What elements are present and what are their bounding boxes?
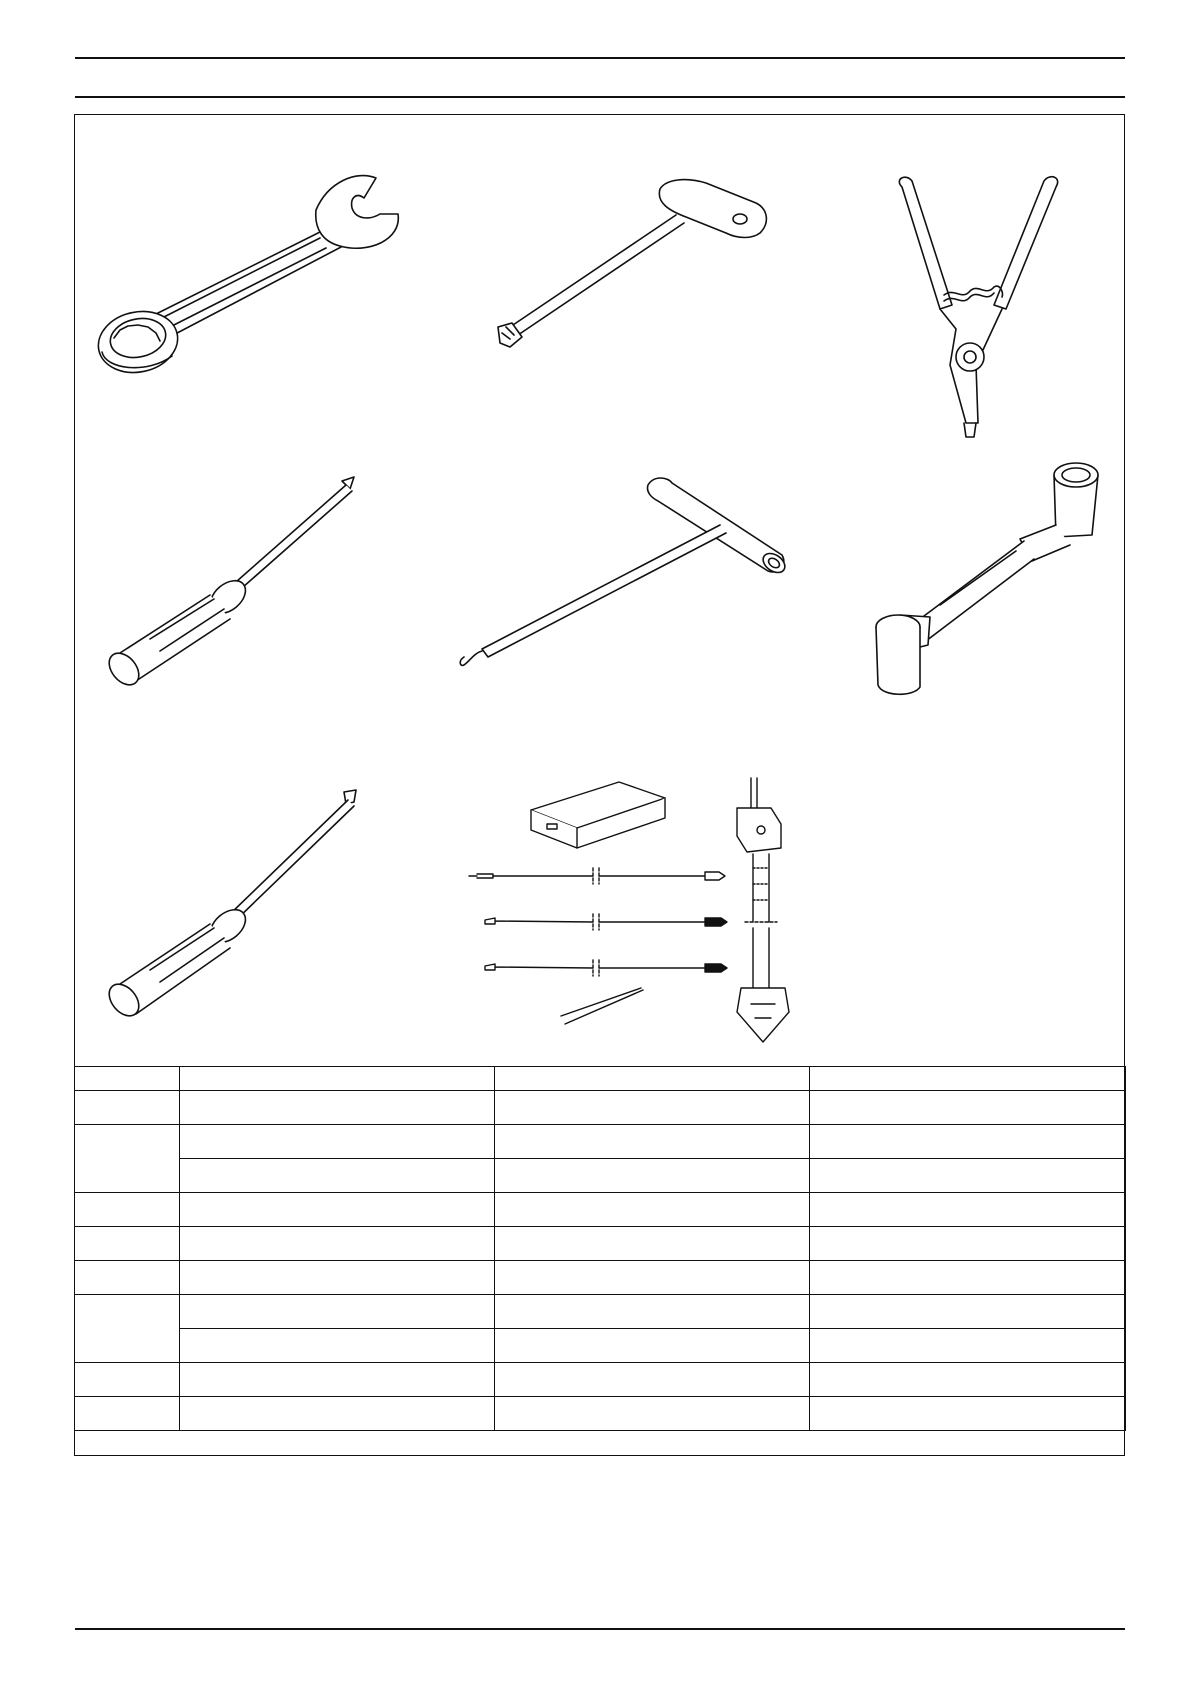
table-cell bbox=[810, 1067, 1126, 1091]
hook-tool-icon bbox=[458, 475, 788, 670]
table-cell bbox=[810, 1125, 1126, 1159]
table-cell bbox=[180, 1067, 495, 1091]
table-row bbox=[75, 1227, 1126, 1261]
table-cell bbox=[180, 1397, 495, 1431]
flat-screwdriver-icon bbox=[110, 788, 360, 1023]
table-row bbox=[75, 1193, 1126, 1227]
footer-rule bbox=[75, 1628, 1125, 1630]
table-row bbox=[75, 1261, 1126, 1295]
table-cell bbox=[75, 1227, 180, 1261]
table-cell bbox=[180, 1261, 495, 1295]
table-cell bbox=[180, 1091, 495, 1125]
table-cell bbox=[495, 1125, 810, 1159]
table-row bbox=[75, 1295, 1126, 1329]
table-cell bbox=[180, 1227, 495, 1261]
table-row bbox=[75, 1363, 1126, 1397]
table-cell bbox=[180, 1295, 495, 1329]
table-row bbox=[75, 1067, 1126, 1091]
table-cell bbox=[495, 1397, 810, 1431]
table-cell bbox=[810, 1397, 1126, 1431]
header-rule-bottom bbox=[75, 96, 1125, 98]
table-cell bbox=[75, 1363, 180, 1397]
table-cell bbox=[810, 1295, 1126, 1329]
table-row bbox=[75, 1329, 1126, 1363]
t-handle-key-icon bbox=[490, 175, 780, 355]
diagnostic-kit-icon bbox=[465, 772, 810, 1047]
header-rule-top bbox=[75, 57, 1125, 59]
table-cell bbox=[810, 1261, 1126, 1295]
table-cell bbox=[810, 1363, 1126, 1397]
table-cell bbox=[810, 1091, 1126, 1125]
table-cell bbox=[75, 1067, 180, 1091]
table-row bbox=[75, 1159, 1126, 1193]
table-cell bbox=[75, 1125, 180, 1193]
table-cell bbox=[75, 1193, 180, 1227]
table-cell bbox=[495, 1261, 810, 1295]
table-cell bbox=[180, 1125, 495, 1159]
table-cell bbox=[810, 1227, 1126, 1261]
phillips-screwdriver-icon bbox=[110, 475, 360, 690]
table-cell bbox=[180, 1363, 495, 1397]
circlip-pliers-icon bbox=[890, 175, 1070, 440]
table-cell bbox=[810, 1329, 1126, 1363]
flex-socket-wrench-icon bbox=[860, 455, 1100, 700]
combination-wrench-icon bbox=[88, 170, 418, 380]
table-row bbox=[75, 1397, 1126, 1431]
table-cell bbox=[75, 1091, 180, 1125]
table-row bbox=[75, 1091, 1126, 1125]
table-cell bbox=[495, 1091, 810, 1125]
table-cell bbox=[810, 1193, 1126, 1227]
table-cell bbox=[75, 1261, 180, 1295]
table-cell bbox=[495, 1193, 810, 1227]
table-cell bbox=[495, 1295, 810, 1329]
table-row bbox=[75, 1125, 1126, 1159]
table-cell bbox=[180, 1159, 495, 1193]
table-cell bbox=[180, 1329, 495, 1363]
tool-spec-table bbox=[74, 1066, 1126, 1431]
table-cell bbox=[810, 1159, 1126, 1193]
table-cell bbox=[495, 1329, 810, 1363]
table-cell bbox=[180, 1193, 495, 1227]
table-cell bbox=[495, 1159, 810, 1193]
table-cell bbox=[75, 1295, 180, 1363]
table-cell bbox=[495, 1067, 810, 1091]
table-cell bbox=[75, 1397, 180, 1431]
table-cell bbox=[495, 1227, 810, 1261]
table-cell bbox=[495, 1363, 810, 1397]
